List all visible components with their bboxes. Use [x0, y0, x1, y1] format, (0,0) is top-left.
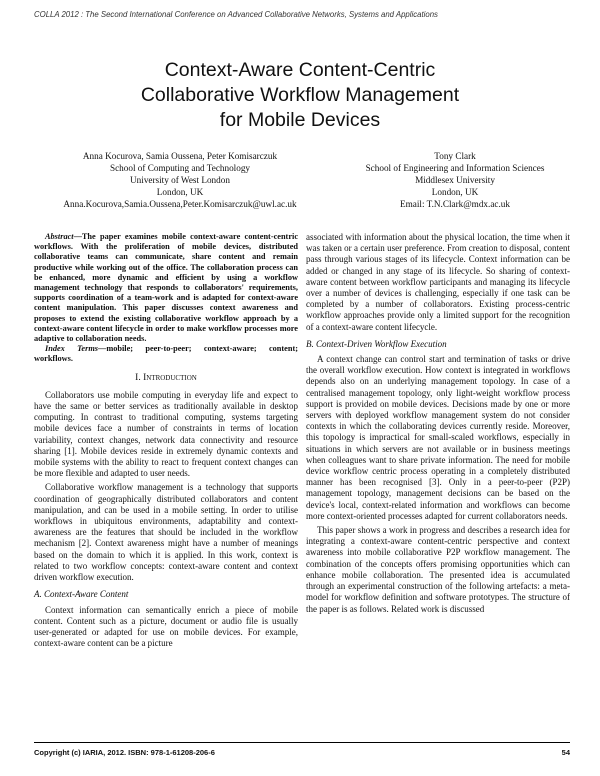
author-dept: School of Computing and Technology [109, 163, 251, 173]
author-university: Middlesex University [415, 175, 495, 185]
body-paragraph: This paper shows a work in progress and describes a research idea for integrating a context-aware content-centric perspective and context awareness into mobile collaborative P2P workflow management. The combination of the concepts offers promising opportunities which can enhance mobile collaboration. The presented idea is accumulated through an experimental construction of the following artefacts: a meta-model for workflow definition and software prototypes. The structure of the paper is as follows. Related work is discussed [306, 525, 570, 614]
body-paragraph: Collaborative workflow management is a technology that supports coordination of geographically distributed collaborators and content manipulation, and can be used in a mobile setting. In order to utilise workflows in ubiquitous environments, adaptability and context-awareness are the features that should be included in the workflow mechanism [2]. Context awareness might have a number of meanings based on the domain to which it is applied. In this work, context is related to two workflow concepts: context-aware content and context driven workflow execution. [34, 482, 298, 583]
title-line: Context-Aware Content-Centric [164, 59, 436, 81]
footer-copyright: Copyright (c) IARIA, 2012. ISBN: 978-1-61208-206-6 [34, 748, 215, 757]
title-line: Collaborative Workflow Management [140, 84, 460, 106]
author-university: University of West London [130, 175, 230, 185]
body-paragraph: A context change can control start and termination of tasks or drive the overall workflow execution. How context is integrated in workflows depends also on an underlying management topology. In case of a centralised management topology, only light-weight workflow process support is provided on mobile devices. Decisions made by one or more servers with deployed workflow management system do not consider contexts in which the collaborating devices currently reside. Moreover, this topology is impractical for small-scaled workflows, especially in situations in which servers are not available or in business meetings when colleagues want to share private information. The need for mobile device workflow centric process operating in a completely distributed manner has been recognised [3]. Only in a peer-to-peer (P2P) management topology, management decisions can be based on the device's local, context-related information and workflows can become more context-oriented processes adapted for current collaborators needs. [306, 354, 570, 521]
page-number: 54 [561, 748, 570, 757]
body-paragraph: Collaborators use mobile computing in everyday life and expect to have the same or better services as traditionally available in desktop computing. In contrast to traditional computing, systems targeting mobile devices face a number of constraints in terms of location variability, context changes, network data connectivity and resource sharing [1]. Mobile devices reside in extremely dynamic contexts and mobile systems with the ability to react to frequent context changes can be more flexible and adapted to user needs. [34, 389, 298, 479]
abstract-text: —The paper examines mobile context-aware content-centric workflows. With the proliferation of mobile devices, distributed collaborative teams can communicate, share content and remain productive while working out of the office. The collaboration process can be enhanced, more dynamic and efficient by using a workflow management technology that responds to collaborators' requirements, supports coordination of a team-work and is adapted for context-aware content manipulation. This paper discusses context awareness and proposes to extend the existing collaborative workflow approach by a context-aware content lifecycle in order to make workflow processes more adaptive to collaboration needs. [34, 232, 298, 344]
body-paragraph: associated with information about the physical location, the time when it was taken or a certain user preference. From creation to disposal, content pass through various stages of its lifecycle. Context information can be added or changed in any stage of its lifecycle. So sharing of context-aware content between workflow participants and managing its lifecycle over a number of devices is challenging, especially if one task can be completed by a number of collaborators. Existing process-centric workflow approaches provide only a limited support for the recognition of a context-aware content lifecycle. [306, 232, 570, 332]
author-block-right [335, 150, 575, 210]
author-city: London, UK [431, 187, 479, 197]
author-block-left [40, 150, 320, 210]
body-paragraph: Context information can semantically enrich a piece of mobile content. Content such as a picture, document or audio file is usually user-generated or adapted for use on mobile devices. For example, context-aware content can be a picture [34, 604, 298, 649]
conference-header: COLLA 2012 : The Second International Conference on Advanced Collaborative Networks, Systems and Applications [34, 10, 438, 19]
author-email: Email: T.N.Clark@mdx.ac.uk [400, 199, 510, 209]
author-email: Anna.Kocurova,Samia.Oussena,Peter.Komisarczuk@uwl.ac.uk [63, 199, 297, 209]
right-column [306, 232, 570, 615]
title-line: for Mobile Devices [219, 109, 381, 131]
section-heading-introduction: I. Introduction [135, 372, 197, 383]
index-terms-text: —mobile; peer-to-peer; context-aware; content; workflows. [34, 344, 298, 364]
author-dept: School of Engineering and Information Sciences [365, 163, 545, 173]
subsection-heading-a: A. Context-Aware Content [34, 589, 129, 600]
author-names: Tony Clark [434, 151, 476, 161]
left-column [34, 232, 298, 649]
abstract-label: Abstract [45, 232, 74, 241]
index-terms-label: Index Terms [45, 344, 99, 354]
abstract [34, 232, 298, 344]
footer-rule [34, 742, 570, 743]
subsection-heading-b: B. Context-Driven Workflow Execution [306, 338, 447, 349]
author-city: London, UK [156, 187, 204, 197]
index-terms [34, 344, 298, 364]
author-names: Anna Kocurova, Samia Oussena, Peter Komisarczuk [82, 151, 278, 161]
paper-title [30, 58, 570, 133]
